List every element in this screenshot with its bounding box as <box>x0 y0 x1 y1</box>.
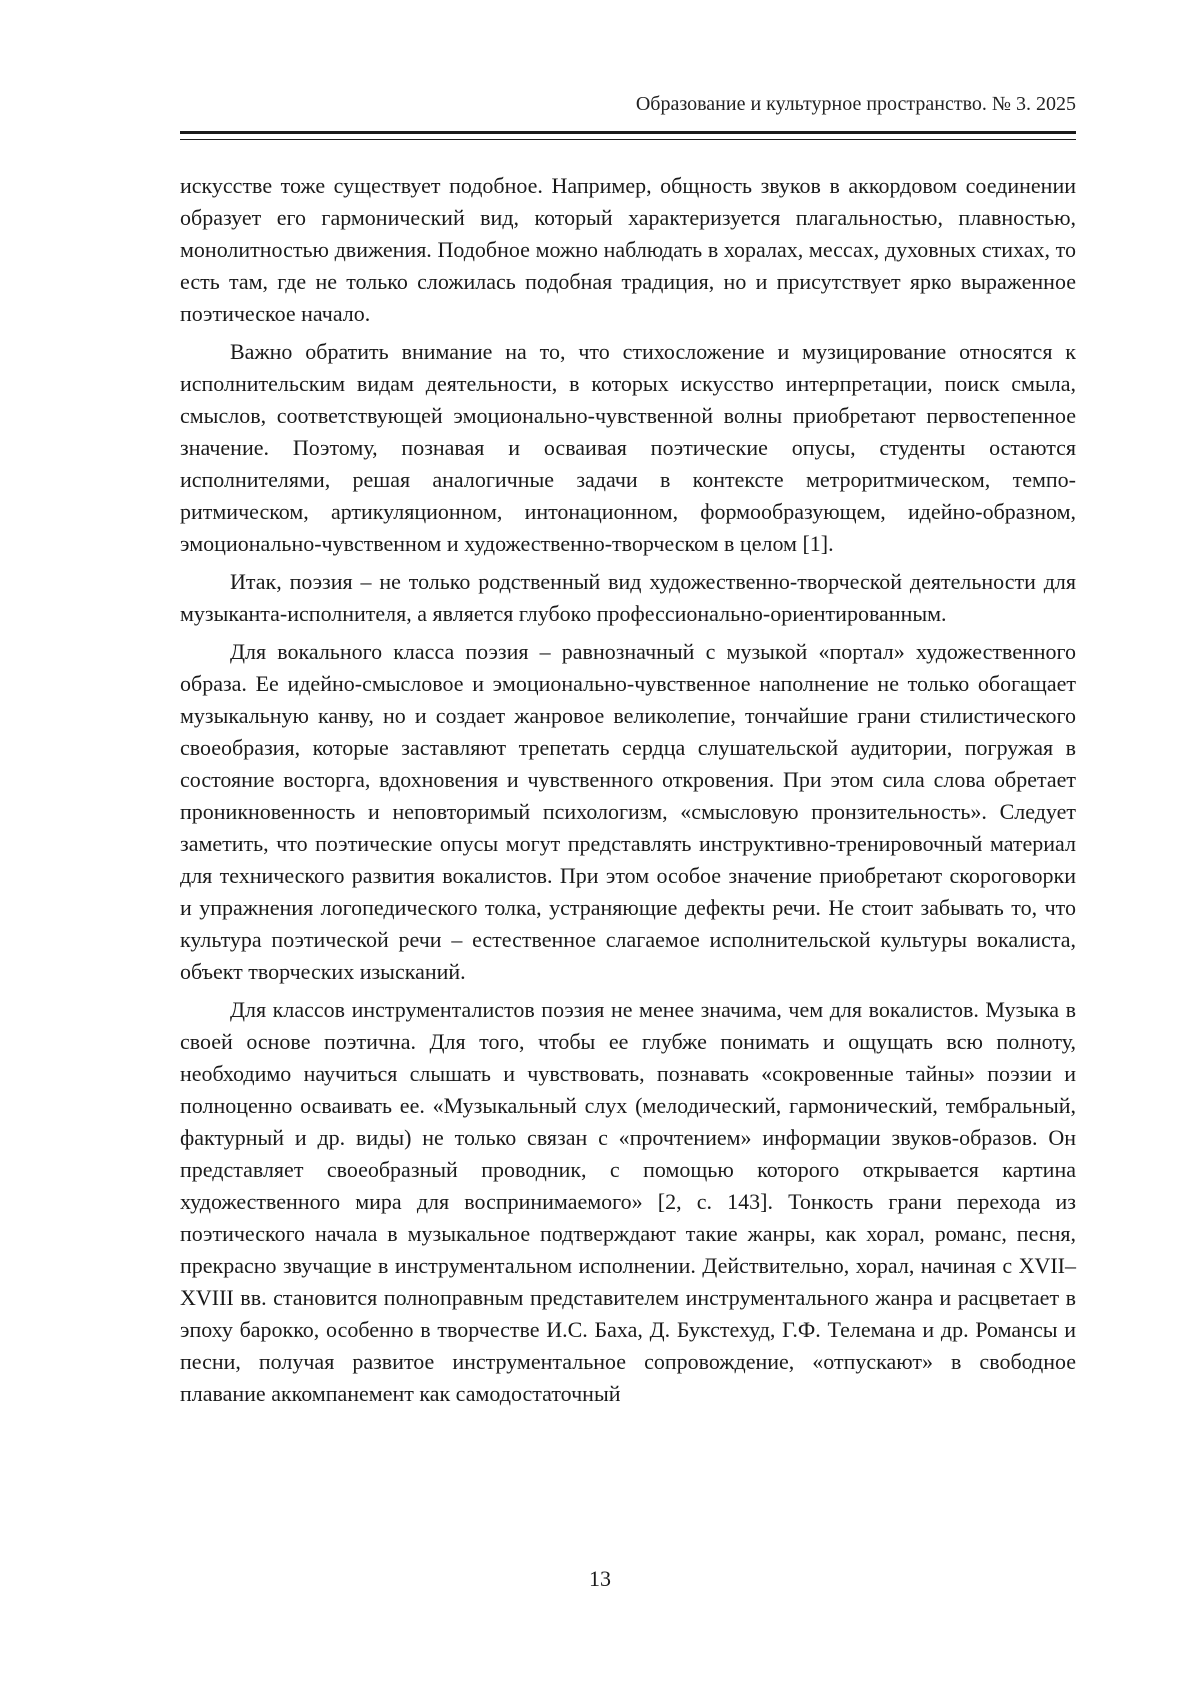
paragraph-continuation: искусстве тоже существует подобное. Например, общность звуков в аккордовом соединении образует его гармонический вид, который характеризуется плагальностью, плавностью, монолитностью движения. Подобное можно наблюдать в хоралах, мессах, духовных стихах, то есть там, где не только сложилась подобная традиция, но и присутствует ярко выраженное поэтическое начало. <box>180 173 1076 326</box>
paragraph: Для классов инструменталистов поэзия не менее значима, чем для вокалистов. Музыка в своей основе поэтична. Для того, чтобы ее глубже понимать и ощущать всю полноту, необходимо научиться слышать и чувствовать, познавать «сокровенные тайны» поэзии и полноценно осваивать ее. «Музыкальный слух (мелодический, гармонический, тембральный, фактурный и др. виды) не только связан с «прочтением» информации звуков-образов. Он представляет своеобразный проводник, с помощью которого открывается картина художественного мира для воспринимаемого» [2, с. 143]. Тонкость грани перехода из поэтического начала в музыкальное подтверждают такие жанры, как хорал, романс, песня, прекрасно звучащие в инструментальном исполнении. Действительно, хорал, начиная с XVII–XVIII вв. становится полноправным представителем инструментального жанра и расцветает в эпоху барокко, особенно в творчестве И.С. Баха, Д. Букстехуд, Г.Ф. Телемана и др. Романсы и песни, получая развитое инструментальное сопровождение, «отпускают» в свободное плавание аккомпанемент как самодостаточный <box>180 997 1076 1406</box>
paragraph: Для вокального класса поэзия – равнозначный с музыкой «портал» художественного образа. Ее идейно-смысловое и эмоционально-чувственное наполнение не только обогащает музыкальную канву, но и создает жанровое великолепие, тончайшие грани стилистического своеобразия, которые заставляют трепетать сердца слушательской аудитории, погружая в состояние восторга, вдохновения и чувственного откровения. При этом сила слова обретает проникновенность и неповторимый психологизм, «смысловую пронзительность». Следует заметить, что поэтические опусы могут представлять инструктивно-тренировочный материал для технического развития вокалистов. При этом особое значение приобретают скороговорки и упражнения логопедического толка, устраняющие дефекты речи. Не стоит забывать то, что культура поэтической речи – естественное слагаемое исполнительской культуры вокалиста, объект творческих изысканий. <box>180 639 1076 984</box>
paragraph: Итак, поэзия – не только родственный вид художественно-творческой деятельности для музыканта-исполнителя, а является глубоко профессионально-ориентированным. <box>180 569 1076 626</box>
header-double-rule <box>180 131 1076 140</box>
paragraph: Важно обратить внимание на то, что стихосложение и музицирование относятся к исполнительским видам деятельности, в которых искусство интерпретации, поиск смыла, смыслов, соответствующей эмоционально-чувственной волны приобретают первостепенное значение. Поэтому, познавая и осваивая поэтические опусы, студенты остаются исполнителями, решая аналогичные задачи в контексте метроритмическом, темпо-ритмическом, артикуляционном, интонационном, формообразующем, идейно-образном, эмоционально-чувственном и художественно-творческом в целом [1]. <box>180 339 1076 556</box>
article-body <box>180 170 1076 1416</box>
page-number: 13 <box>589 1566 611 1591</box>
running-header: Образование и культурное пространство. № 3. 2025 <box>635 93 1076 115</box>
